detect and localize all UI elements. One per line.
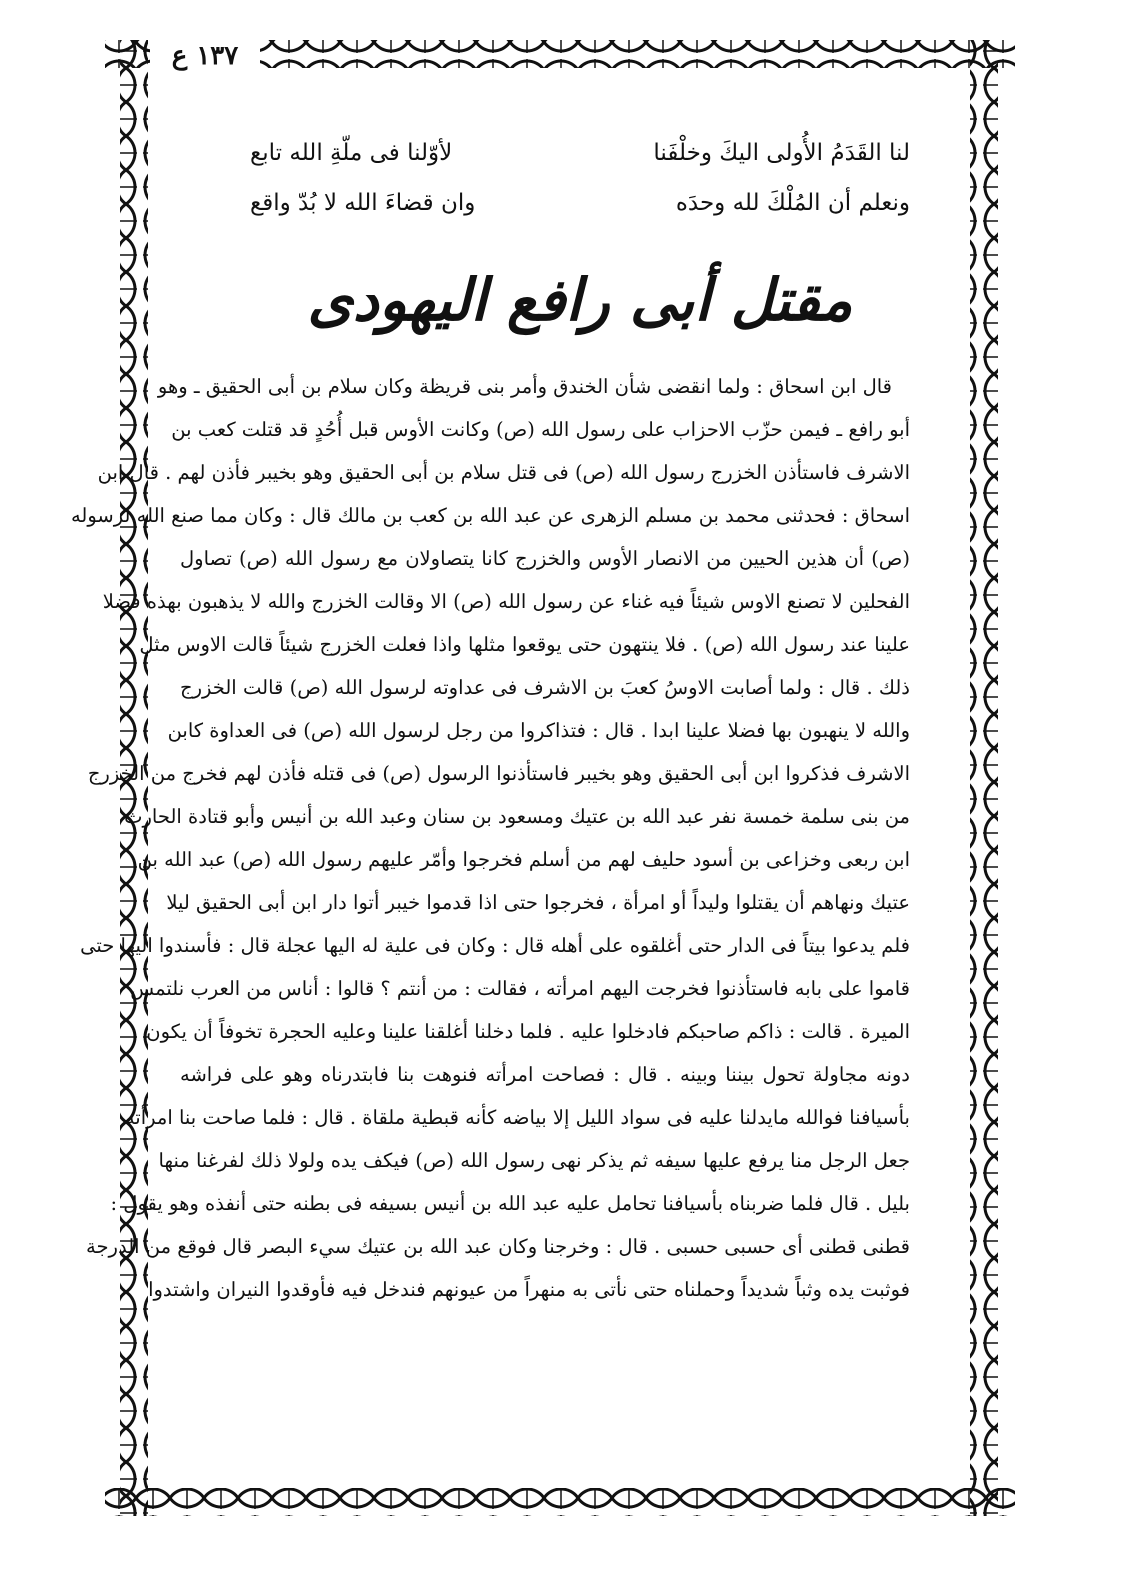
text-line: اسحاق : فحدثنى محمد بن مسلم الزهرى عن عبد الله بن كعب بن مالك قال : وكان مما صنع الله لرسوله [70, 504, 910, 527]
poem-hemistich-right: لنا القَدَمُ الأُولى اليكَ وخلْفَنا [653, 140, 910, 166]
text-line: قال ابن اسحاق : ولما انقضى شأن الخندق وأمر بنى قريظة وكان سلام بن أبى الحقيق ـ وهو [157, 375, 892, 398]
text-line: من بنى سلمة خمسة نفر عبد الله بن عتيك ومسعود بن سنان وعبد الله بن أنيس وأبو قتادة الحارث [124, 805, 910, 828]
poem-hemistich-right: ونعلم أن المُلْكَ لله وحدَه [675, 190, 910, 216]
text-line: قطنى قطنى أى حسبى حسبى . قال : وخرجنا وكان عبد الله بن عتيك سيء البصر قال فوقع من الدرجة [86, 1235, 910, 1258]
text-line: ذلك . قال : ولما أصابت الاوسُ كعبَ بن الاشرف فى عداوته لرسول الله (ص) قالت الخزرج [180, 676, 910, 699]
poem-hemistich-left: لأوّلنا فى ملّةِ الله تابع [250, 140, 453, 166]
text-line: والله لا ينهبون بها فضلا علينا ابدا . قال : فتذاكروا من رجل لرسول الله (ص) فى العداوة كابن [167, 719, 910, 742]
text-line: بليل . قال فلما ضربناه بأسيافنا تحامل عليه عبد الله بن أنيس بسيفه فى بطنه حتى أنفذه وهو يقول : [110, 1192, 910, 1215]
text-line: فلم يدعوا بيتاً فى الدار حتى أغلقوه على أهله قال : وكان فى علية له اليها عجلة قال : فأسندوا اليها حتى [80, 934, 910, 957]
poem-hemistich-left: وان قضاءَ الله لا بُدّ واقع [250, 190, 476, 216]
text-line: (ص) أن هذين الحيين من الانصار الأوس والخزرج كانا يتصاولان مع رسول الله (ص) تصاول [180, 547, 910, 570]
body-text [70, 365, 910, 1311]
text-line: الفحلين لا تصنع الاوس شيئاً فيه غناء عن رسول الله (ص) الا وقالت الخزرج والله لا يذهبون بهذه فضلا [102, 590, 910, 613]
chapter-title: مقتل أبى رافع اليهودى [307, 266, 853, 334]
text-line: بأسيافنا فوالله مايدلنا عليه فى سواد الليل إلا بياضه كأنه قبطية ملقاة . قال : فلما صاحت بنا امرأته [124, 1106, 910, 1129]
text-line: ابن ربعى وخزاعى بن أسود حليف لهم من أسلم فخرجوا وأمّر عليهم رسول الله (ص) عبد الله بن [137, 848, 910, 871]
poem-line [250, 128, 910, 178]
poem-line [250, 178, 910, 228]
text-line: الميرة . قالت : ذاكم صاحبكم فادخلوا عليه . فلما دخلنا أغلقنا علينا وعليه الحجرة تخوفاً أن يكون [146, 1020, 910, 1043]
poem [250, 128, 910, 228]
bottom-border [105, 1488, 1015, 1516]
page-number: ١٣٧ ع [150, 38, 260, 74]
text-line: قاموا على بابه فاستأذنوا فخرجت اليهم امرأته ، فقالت : من أنتم ؟ قالوا : أناس من العرب نلتمس [130, 977, 910, 1000]
text-line: الاشرف فذكروا ابن أبى الحقيق وهو بخيبر فاستأذنوا الرسول (ص) فى قتله فأذن لهم فخرج من الخزرج [87, 762, 910, 785]
text-line: جعل الرجل منا يرفع عليها سيفه ثم يذكر نهى رسول الله (ص) فيكف يده ولولا ذلك لفرغنا منها [158, 1149, 910, 1172]
text-line: دونه مجاولة تحول بيننا وبينه . قال : فصاحت امرأته فنوهت بنا فابتدرناه وهو على فراشه [180, 1063, 910, 1086]
text-line: فوثبت يده وثباً شديداً وحملناه حتى نأتى به منهراً من عيونهم فندخل فيه فأوقدوا النيران واشتدوا [148, 1278, 910, 1301]
text-line: علينا عند رسول الله (ص) . فلا ينتهون حتى يوقعوا مثلها واذا فعلت الخزرج شيئاً قالت الاوس مثل [139, 633, 910, 656]
right-border [970, 40, 998, 1516]
text-line: أبو رافع ـ فيمن حزّب الاحزاب على رسول الله (ص) وكانت الأوس قبل أُحُدٍ قد قتلت كعب بن [171, 418, 910, 441]
text-line: عتيك ونهاهم أن يقتلوا وليداً أو امرأة ، فخرجوا حتى اذا قدموا خيبر أتوا دار ابن أبى الحقيق ليلا [166, 891, 910, 914]
text-line: الاشرف فاستأذن الخزرج رسول الله (ص) فى قتل سلام بن أبى الحقيق وهو بخيبر فأذن لهم . قال ابن [97, 461, 910, 484]
